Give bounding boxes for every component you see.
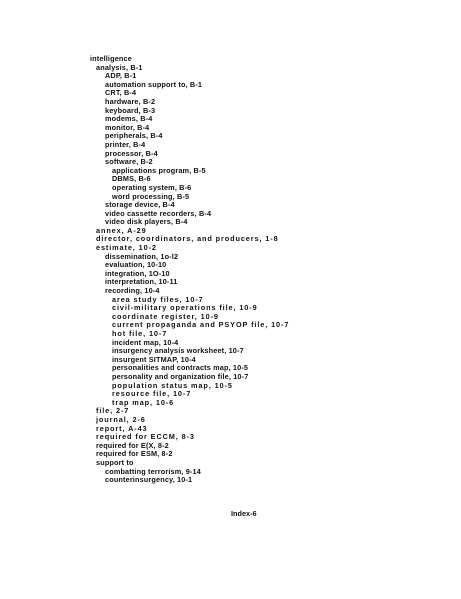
index-entry: video cassette recorders, B-4	[105, 208, 212, 218]
index-entry: required for ESM, 8-2	[96, 449, 173, 459]
index-entry: annex, A-29	[96, 225, 147, 235]
index-entry: support to	[96, 457, 134, 467]
index-entry: ADP, B-1	[105, 71, 137, 81]
index-entry: journal, 2-6	[96, 414, 146, 424]
index-entry: peripherals, B-4	[105, 131, 163, 141]
index-entry: incident map, 10-4	[112, 337, 179, 347]
index-entry: keyboard, B-3	[105, 105, 156, 115]
index-entry: required for E(X, 8-2	[96, 440, 169, 450]
index-entry: report, A-43	[96, 423, 148, 433]
index-entry: hot file, 10-7	[112, 329, 168, 338]
index-entry: combatting terrorism, 9-14	[105, 466, 201, 476]
index-entry: monitor, B-4	[105, 122, 150, 132]
index-entry: required for ECCM, 8-3	[96, 432, 195, 442]
index-entry: software, B-2	[105, 157, 153, 167]
index-entry: integration, 1O-10	[105, 268, 170, 278]
index-entry: trap map, 10-6	[112, 397, 175, 407]
index-entry: evaluation, 10-10	[105, 260, 167, 270]
index-entry: current propaganda and PSYOP file, 10-7	[112, 320, 290, 330]
index-entry: area study files, 10-7	[112, 294, 204, 304]
index-entry: analysis, B-1	[96, 62, 143, 72]
index-entry: printer, B-4	[105, 139, 146, 149]
index-entry: operating system, B-6	[112, 182, 192, 192]
index-entry: estimate, 10-2	[96, 243, 157, 253]
index-entry: recording, 10-4	[105, 286, 160, 296]
index-entry: processor, B-4	[105, 148, 158, 158]
index-entry: personalities and contracts map, 10-5	[112, 363, 249, 373]
index-entry: dissemination, 1o-l2	[105, 251, 179, 261]
page-number: Index-6	[231, 509, 257, 518]
index-entry: CRT, B-4	[105, 88, 137, 98]
index-entry: insurgency analysis worksheet, 10-7	[112, 346, 244, 356]
index-entry: DBMS, B-6	[112, 174, 151, 184]
index-entry: personality and organization file, 10-7	[112, 371, 249, 381]
index-entry: insurgent SITMAP, 10-4	[112, 354, 196, 364]
index-entry: modems, B-4	[105, 114, 153, 124]
index-entry: population status map, 10-5	[112, 380, 233, 390]
index-entry: intelligence	[90, 54, 132, 63]
index-entry: counterinsurgency, 10-1	[105, 475, 193, 485]
index-entry: interpretation, 10-11	[105, 277, 178, 287]
index-entry: hardware, B-2	[105, 96, 156, 106]
index-entry: automation support to, B-1	[105, 79, 203, 89]
index-entry-list	[0, 55, 461, 485]
index-entry: word processing, B-5	[112, 191, 190, 201]
index-entry: storage device, B-4	[105, 200, 175, 210]
index-entry: file, 2-7	[96, 406, 130, 416]
index-entry: civil-military operations file, 10-9	[112, 303, 258, 313]
index-entry: director, coordinators, and producers, 1-8	[96, 234, 279, 244]
index-entry: applications program, B-5	[112, 165, 206, 175]
index-entry: coordinate register, 10-9	[112, 311, 219, 321]
index-entry: resource file, 10-7	[112, 389, 192, 399]
index-entry: video disk players, B-4	[105, 217, 188, 227]
